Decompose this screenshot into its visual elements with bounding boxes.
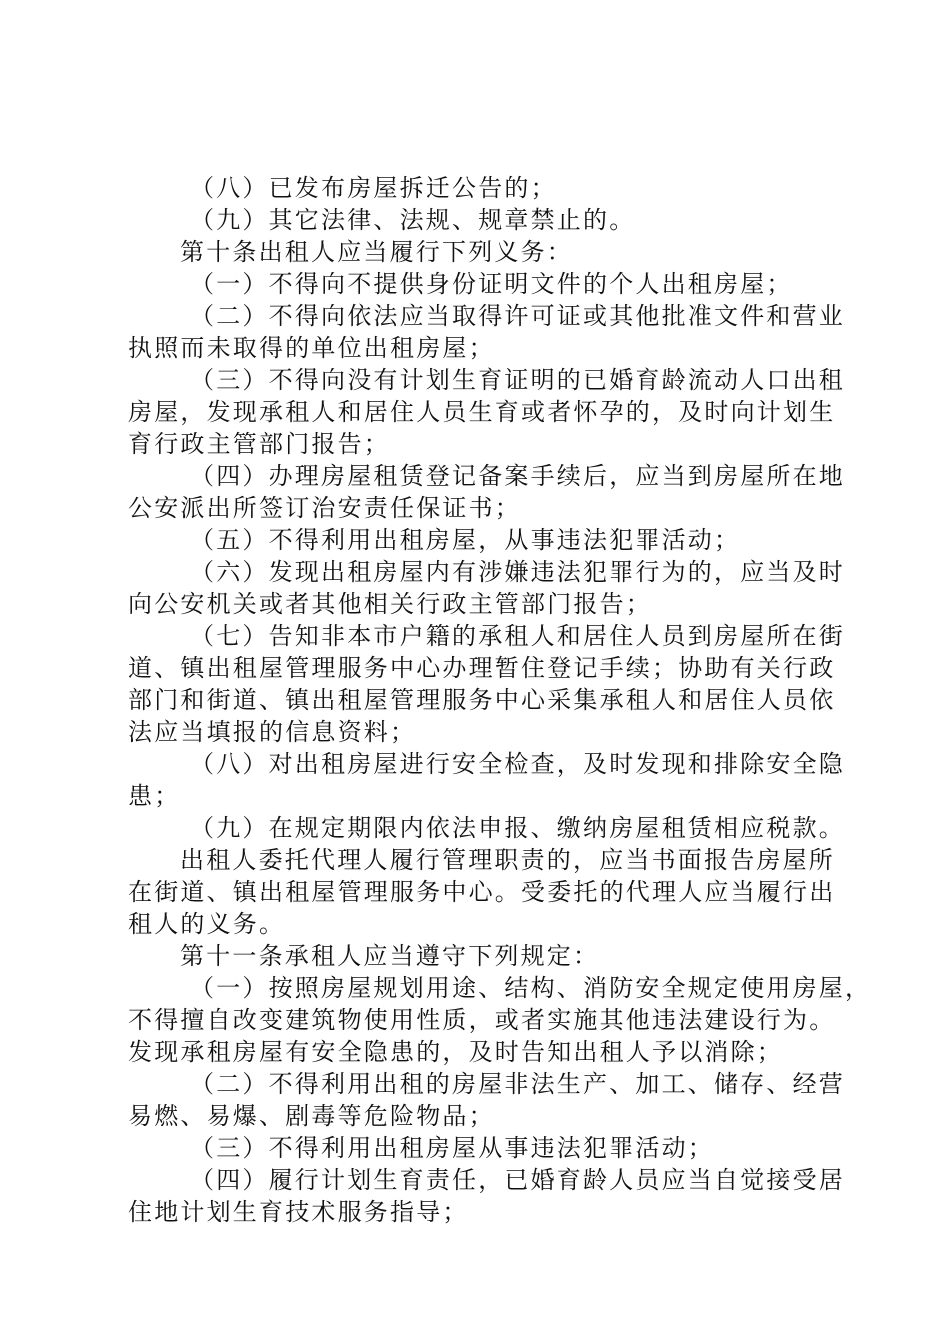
paragraph-p12 [128, 812, 845, 844]
text-line: 育行政主管部门报告； [128, 430, 390, 458]
paragraph-p7 [128, 460, 845, 524]
paragraph-p16 [128, 1068, 845, 1132]
text-line: （七）告知非本市户籍的承租人和居住人员到房屋所在街 [190, 622, 845, 650]
text-line: （八）已发布房屋拆迁公告的； [190, 174, 557, 202]
text-line: （五）不得利用出租房屋，从事违法犯罪活动； [190, 526, 741, 554]
paragraph-p10 [128, 620, 845, 748]
text-line: 第十一条承租人应当遵守下列规定： [180, 942, 600, 970]
paragraph-p2 [128, 204, 834, 236]
text-line: （四）办理房屋租赁登记备案手续后，应当到房屋所在地 [190, 462, 845, 490]
paragraph-p18 [128, 1164, 845, 1228]
paragraph-p14 [128, 940, 834, 972]
text-line: （八）对出租房屋进行安全检查，及时发现和排除安全隐 [190, 750, 845, 778]
paragraph-p15 [128, 972, 872, 1068]
document-body [128, 172, 872, 1228]
text-line: 租人的义务。 [128, 910, 286, 938]
text-line: 执照而未取得的单位出租房屋； [128, 334, 495, 362]
text-line: 患； [128, 782, 181, 810]
text-line: 公安派出所签订治安责任保证书； [128, 494, 521, 522]
paragraph-p5 [128, 300, 845, 364]
text-line: （二）不得向依法应当取得许可证或其他批准文件和营业 [190, 302, 845, 330]
paragraph-p17 [128, 1132, 834, 1164]
text-line: 出租人委托代理人履行管理职责的，应当书面报告房屋所 [180, 846, 835, 874]
text-line: 房屋，发现承租人和居住人员生育或者怀孕的，及时向计划生 [128, 398, 836, 426]
text-line: （二）不得利用出租的房屋非法生产、加工、储存、经营 [190, 1070, 845, 1098]
paragraph-p9 [128, 556, 845, 620]
text-line: （六）发现出租房屋内有涉嫌违法犯罪行为的，应当及时 [190, 558, 845, 586]
text-line: （九）在规定期限内依法申报、缴纳房屋租赁相应税款。 [190, 814, 845, 842]
text-line: 发现承租房屋有安全隐患的，及时告知出租人予以消除； [128, 1038, 783, 1066]
text-line: （三）不得利用出租房屋从事违法犯罪活动； [190, 1134, 714, 1162]
paragraph-p13 [128, 844, 834, 940]
paragraph-p8 [128, 524, 834, 556]
text-line: （一）按照房屋规划用途、结构、消防安全规定使用房屋， [190, 974, 872, 1002]
paragraph-p6 [128, 364, 845, 460]
text-line: 部门和街道、镇出租屋管理服务中心采集承租人和居住人员依 [128, 686, 836, 714]
text-line: 道、镇出租屋管理服务中心办理暂住登记手续；协助有关行政 [128, 654, 836, 682]
text-line: 第十条出租人应当履行下列义务： [180, 238, 573, 266]
text-line: 向公安机关或者其他相关行政主管部门报告； [128, 590, 652, 618]
text-line: （三）不得向没有计划生育证明的已婚育龄流动人口出租 [190, 366, 845, 394]
text-line: 住地计划生育技术服务指导； [128, 1198, 469, 1226]
paragraph-p4 [128, 268, 834, 300]
text-line: 易燃、易爆、剧毒等危险物品； [128, 1102, 495, 1130]
text-line: 不得擅自改变建筑物使用性质，或者实施其他违法建设行为。 [128, 1006, 836, 1034]
paragraph-p1 [128, 172, 834, 204]
text-line: （九）其它法律、法规、规章禁止的。 [190, 206, 636, 234]
paragraph-p11 [128, 748, 845, 812]
text-line: （一）不得向不提供身份证明文件的个人出租房屋； [190, 270, 793, 298]
text-line: （四）履行计划生育责任，已婚育龄人员应当自觉接受居 [190, 1166, 845, 1194]
paragraph-p3 [128, 236, 834, 268]
text-line: 法应当填报的信息资料； [128, 718, 417, 746]
text-line: 在街道、镇出租屋管理服务中心。受委托的代理人应当履行出 [128, 878, 836, 906]
